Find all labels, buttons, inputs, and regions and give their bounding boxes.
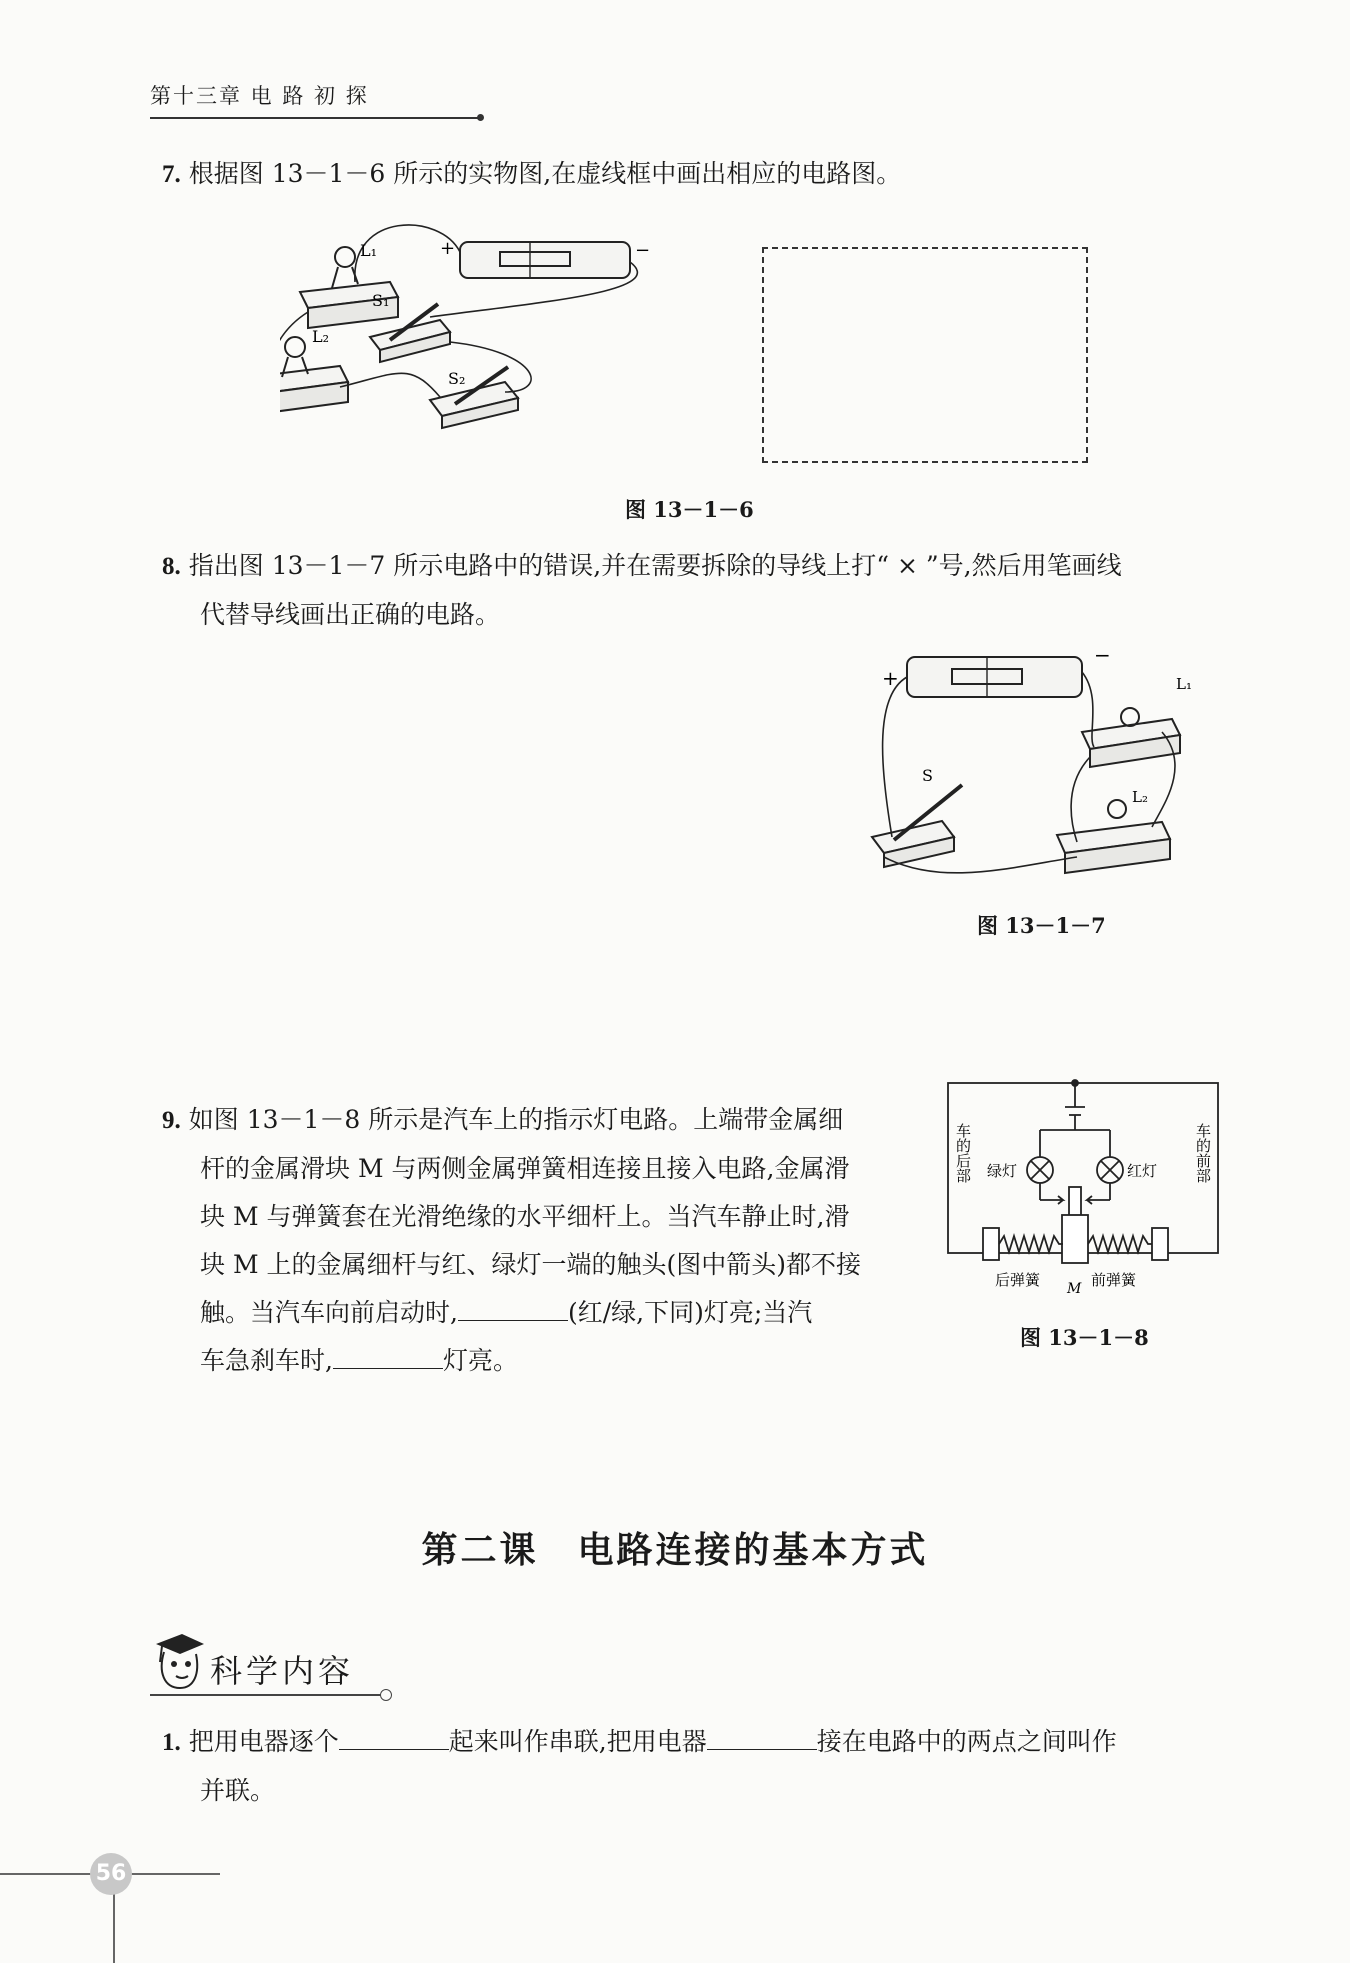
- question-text: 指出图 13－1－7 所示电路中的错误,并在需要拆除的导线上打“ × ”号,然后用笔画线: [188, 551, 1122, 580]
- lamp-L2-label: L₂: [1132, 788, 1148, 806]
- question-number: 8.: [162, 553, 181, 580]
- scholar-mascot-icon: [152, 1632, 204, 1690]
- battery-pack: [907, 657, 1082, 697]
- battery-minus-label: −: [1094, 643, 1111, 667]
- answer-blank-start[interactable]: [458, 1294, 568, 1321]
- bulb-icon: [335, 247, 355, 267]
- question-9: [162, 1096, 927, 1385]
- header-rule: [150, 117, 480, 119]
- figure-caption: 图 13－1－7: [977, 913, 1106, 938]
- battery-minus-label: −: [635, 240, 651, 261]
- question-7: [162, 150, 901, 199]
- section-rule: [150, 1694, 384, 1696]
- question-number: 7.: [162, 161, 181, 188]
- lamp-L1-label: L₁: [1176, 675, 1192, 693]
- rear-spring-label: 后弹簧: [995, 1271, 1041, 1289]
- slider-M-label: M: [1067, 1281, 1082, 1297]
- front-spring-label: 前弹簧: [1091, 1271, 1137, 1289]
- battery-plus-label: +: [440, 238, 456, 259]
- contact-arrow: [1040, 1196, 1063, 1204]
- question-text-cont: 代替导线画出正确的电路。: [200, 600, 501, 629]
- section-title: 科学内容: [210, 1652, 355, 1690]
- car-front-label: 车的前部: [1194, 1123, 1212, 1183]
- slider-M: [1062, 1215, 1088, 1263]
- lamp-L1-label: L₁: [360, 241, 378, 260]
- wire: [883, 677, 907, 837]
- front-spring: [1088, 1236, 1152, 1252]
- red-lamp-label: 红灯: [1127, 1162, 1158, 1180]
- lesson-title: 第二课 电路连接的基本方式: [421, 1529, 929, 1571]
- lamp-L2-label: L₂: [312, 327, 330, 346]
- figure-13-1-6: [280, 222, 680, 484]
- question-text: 把用电器逐个: [188, 1727, 339, 1756]
- question-text-cont: 接在电路中的两点之间叫作: [816, 1727, 1117, 1756]
- page-number: 56: [90, 1853, 132, 1895]
- question-text-cont: (红/绿,下同)灯亮;当汽: [567, 1298, 813, 1327]
- question-text-cont: 车急刹车时,: [200, 1346, 333, 1375]
- wire: [340, 373, 440, 397]
- rear-spring: [999, 1236, 1063, 1252]
- question-text-cont: 触。当汽车向前启动时,: [200, 1298, 458, 1327]
- question-text: 根据图 13－1－6 所示的实物图,在虚线框中画出相应的电路图。: [188, 159, 902, 188]
- battery-pack: [460, 242, 630, 278]
- answer-blank-parallel[interactable]: [707, 1723, 817, 1750]
- question-number: 9.: [162, 1107, 181, 1134]
- figure-caption: 图 13－1－6: [625, 497, 754, 522]
- figure-caption: 图 13－1－8: [1020, 1325, 1149, 1350]
- question-text-cont: 杆的金属滑块 M 与两侧金属弹簧相连接且接入电路,金属滑: [200, 1154, 850, 1183]
- question-8: [162, 542, 1122, 639]
- contact-arrow: [1087, 1196, 1110, 1204]
- bulb-icon: [1108, 800, 1126, 818]
- green-lamp-label: 绿灯: [987, 1162, 1018, 1180]
- figure-13-1-8: [945, 1075, 1225, 1300]
- chapter-header: 第十三章 电 路 初 探: [150, 84, 369, 108]
- question-text-cont: 灯亮。: [442, 1346, 518, 1375]
- metal-rod: [1069, 1187, 1081, 1217]
- switch-S1-label: S₁: [372, 291, 390, 310]
- question-text-cont: 块 M 上的金属细杆与红、绿灯一端的触头(图中箭头)都不接: [200, 1250, 862, 1279]
- answer-dashed-box[interactable]: [762, 247, 1088, 463]
- question-text-cont: 块 M 与弹簧套在光滑绝缘的水平细杆上。当汽车静止时,滑: [200, 1202, 850, 1231]
- question-text: 如图 13－1－8 所示是汽车上的指示灯电路。上端带金属细: [188, 1105, 844, 1134]
- figure-13-1-7: [862, 637, 1232, 887]
- header-rule-dot: [477, 114, 484, 121]
- answer-blank-brake[interactable]: [333, 1342, 443, 1369]
- switch-S-label: S: [922, 766, 933, 785]
- content-question-1: [162, 1718, 1222, 1815]
- car-rear-label: 车的后部: [954, 1123, 972, 1183]
- question-text-cont: 起来叫作串联,把用电器: [448, 1727, 707, 1756]
- battery-plus-label: +: [882, 666, 899, 690]
- question-number: 1.: [162, 1729, 181, 1756]
- answer-blank-series[interactable]: [339, 1723, 449, 1750]
- section-rule-dot: [380, 1689, 392, 1701]
- wire: [1071, 757, 1090, 842]
- bulb-icon: [1121, 708, 1139, 726]
- switch-S2-label: S₂: [448, 369, 466, 388]
- question-text-cont: 并联。: [200, 1776, 276, 1805]
- bulb-icon: [285, 337, 305, 357]
